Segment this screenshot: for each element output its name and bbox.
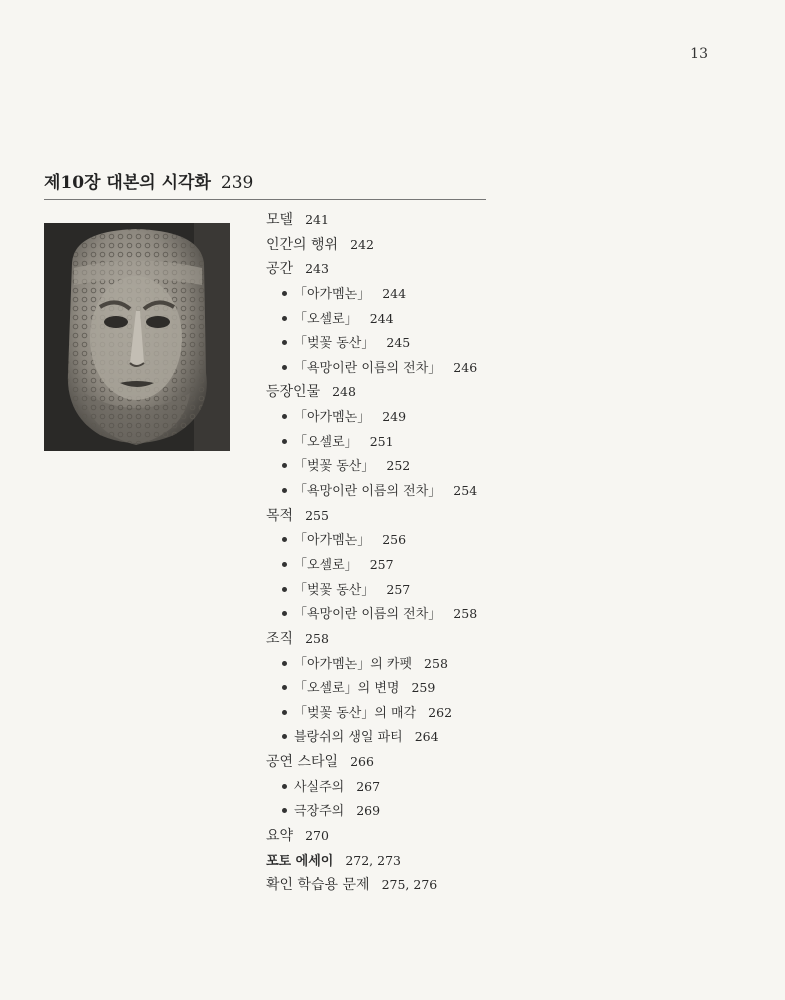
toc-subsection-entry [266, 356, 666, 381]
toc-entry-page: 266 [350, 754, 374, 770]
bullet-icon [282, 661, 287, 666]
toc-entry-label: 「오셀로」의 변명 [294, 681, 400, 697]
bullet-icon [282, 463, 287, 468]
bullet-icon [282, 439, 287, 444]
toc-subsection-entry [266, 331, 666, 356]
toc-entry-page: 249 [382, 409, 407, 425]
toc-section-entry [266, 208, 666, 233]
toc-entry-label: 「오셀로」 [294, 434, 358, 450]
bullet-icon [282, 611, 287, 616]
chapter-title [44, 168, 253, 193]
toc-entry-label: 「벚꽃 동산」 [294, 459, 375, 475]
bullet-icon [282, 291, 287, 296]
mask-photo [44, 223, 230, 451]
toc-subsection-entry [266, 799, 666, 824]
toc-entry-label: 등장인물 [266, 384, 321, 401]
toc-entry-label: 공연 스타일 [266, 754, 339, 771]
toc-entry-page: 244 [382, 285, 407, 301]
toc-subsection-entry [266, 454, 666, 479]
toc-entry-page: 258 [453, 606, 478, 622]
bullet-icon [282, 587, 287, 592]
toc-entry-page: 254 [453, 483, 478, 499]
toc-section-entry [266, 233, 666, 258]
toc-entry-page: 258 [424, 655, 448, 671]
toc-entry-page: 242 [350, 236, 374, 252]
bullet-icon [282, 414, 287, 419]
toc-subsection-entry [266, 282, 666, 307]
toc-entry-page: 257 [386, 581, 411, 597]
toc-entry-page: 264 [414, 729, 439, 745]
toc-entry-label: 「아가멤논」 [294, 410, 371, 426]
bullet-icon [282, 537, 287, 542]
toc-entry-page: 259 [411, 680, 436, 696]
bullet-icon [282, 734, 287, 739]
chapter-divider [44, 199, 486, 200]
toc-entry-label: 극장주의 [294, 804, 345, 820]
toc-section-entry [266, 750, 666, 775]
toc-subsection-entry [266, 602, 666, 627]
chapter-page-number: 239 [220, 173, 254, 193]
toc-entry-label: 모델 [266, 212, 294, 228]
toc-entry-page: 245 [386, 335, 411, 351]
toc-entry-label: 「욕망이란 이름의 전차」 [294, 360, 442, 376]
bullet-icon [282, 488, 287, 493]
bullet-icon [282, 365, 287, 370]
toc-entry-label: 「오셀로」 [294, 311, 358, 327]
toc-entry-page: 252 [386, 458, 411, 474]
toc-entry-page: 275, 276 [381, 877, 438, 893]
toc-entry-label: 포토 에세이 [266, 853, 334, 869]
toc-subsection-entry [266, 528, 666, 553]
toc-entry-page: 246 [453, 359, 478, 375]
toc-entry-label: 「아가멤논」 [294, 533, 371, 549]
bullet-icon [282, 784, 287, 789]
toc-entry-page: 258 [305, 630, 329, 646]
toc-entry-label: 사실주의 [294, 779, 345, 795]
toc-entry-page: 243 [305, 261, 329, 277]
toc-entry-label: 「오셀로」 [294, 557, 358, 573]
toc-subsection-entry [266, 701, 666, 726]
toc-entry-page: 257 [369, 556, 394, 572]
toc-entry-page: 269 [356, 803, 381, 819]
toc-section-entry [266, 380, 666, 405]
toc-section-entry [266, 257, 666, 282]
toc-entry-label: 목적 [266, 507, 294, 524]
bullet-icon [282, 685, 287, 690]
toc-subsection-entry [266, 307, 666, 332]
toc-entry-page: 248 [332, 384, 356, 400]
toc-entry-page: 241 [305, 212, 329, 227]
bullet-icon [282, 340, 287, 345]
toc-subsection-entry [266, 405, 666, 430]
page-number: 13 [690, 46, 708, 62]
toc-entry-label: 조직 [266, 630, 294, 647]
toc-entry-label: 「아가멤논」 [294, 286, 371, 302]
toc-subsection-entry [266, 775, 666, 800]
bullet-icon [282, 316, 287, 321]
toc-entry-page: 255 [305, 507, 329, 523]
chapter-title-text: 제10장 대본의 시각화 [44, 173, 211, 193]
toc-entry-page: 262 [428, 704, 453, 720]
toc-section-entry [266, 849, 666, 874]
bullet-icon [282, 710, 287, 715]
toc-entry-page: 251 [369, 433, 394, 449]
toc-entry-label: 요약 [266, 828, 294, 845]
toc-subsection-entry [266, 553, 666, 578]
toc-subsection-entry [266, 725, 666, 750]
toc-entry-label: 「욕망이란 이름의 전차」 [294, 607, 442, 623]
toc-subsection-entry [266, 479, 666, 504]
table-of-contents [266, 208, 666, 898]
toc-entry-label: 블랑쉬의 생일 파티 [294, 730, 403, 746]
toc-entry-label: 「욕망이란 이름의 전차」 [294, 484, 442, 500]
toc-entry-page: 270 [305, 828, 329, 844]
toc-entry-page: 272, 273 [345, 852, 401, 868]
toc-section-entry [266, 873, 666, 898]
bullet-icon [282, 808, 287, 813]
toc-subsection-entry [266, 578, 666, 603]
toc-entry-page: 267 [356, 778, 381, 794]
toc-entry-page: 256 [382, 532, 407, 548]
toc-entry-label: 「벚꽃 동산」 [294, 336, 375, 352]
toc-entry-label: 인간의 행위 [266, 236, 339, 253]
toc-section-entry [266, 627, 666, 652]
bullet-icon [282, 562, 287, 567]
toc-subsection-entry [266, 652, 666, 677]
toc-entry-page: 244 [369, 310, 394, 326]
toc-entry-label: 「벚꽃 동산」 [294, 582, 375, 598]
toc-entry-label: 「아가멤논」의 카펫 [294, 656, 413, 672]
toc-section-entry [266, 824, 666, 849]
toc-subsection-entry [266, 676, 666, 701]
toc-entry-label: 확인 학습용 문제 [266, 877, 370, 894]
toc-section-entry [266, 504, 666, 529]
toc-entry-label: 「벚꽃 동산」의 매각 [294, 705, 417, 721]
toc-entry-label: 공간 [266, 261, 294, 278]
toc-subsection-entry [266, 430, 666, 455]
